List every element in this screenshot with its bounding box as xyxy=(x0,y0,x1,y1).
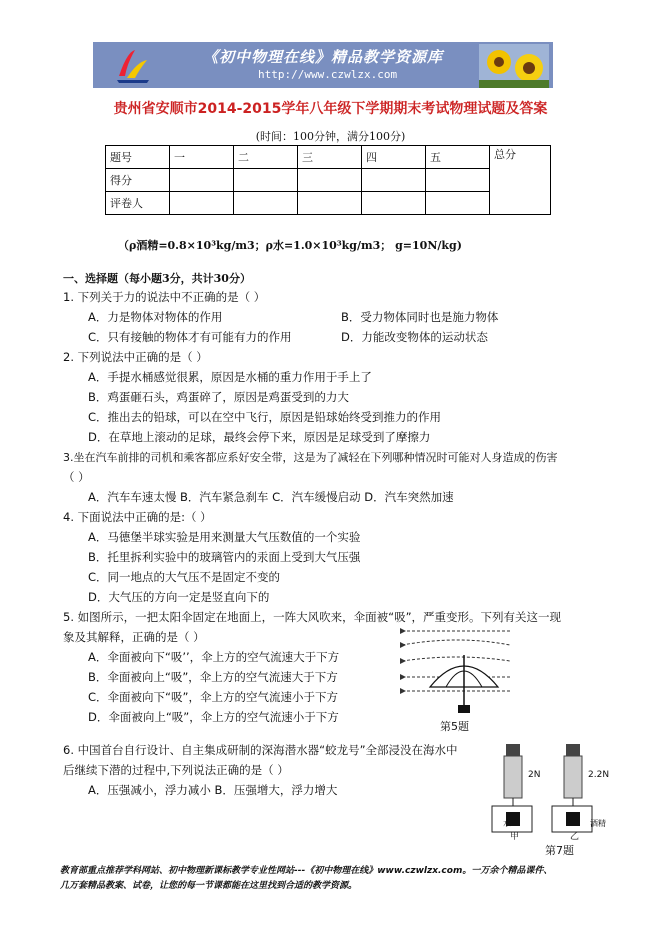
table-cell: 总分 xyxy=(490,146,551,215)
question-stem: 4. 下面说法中正确的是:（ ） xyxy=(63,510,212,524)
table-row xyxy=(106,169,551,192)
option-c: C．伞面被向下“吸”，伞上方的空气流速小于下方 xyxy=(88,690,338,704)
sunflower-icon xyxy=(479,44,549,88)
question-stem-cont: 后继续下潜的过程中,下列说法正确的是（ ） xyxy=(63,763,289,777)
option-d: D．大气压的方向一定是竖直向下的 xyxy=(88,590,270,604)
exam-time-note: (时间：100分钟，满分100分) xyxy=(255,130,406,143)
table-cell: 题号 xyxy=(106,146,170,169)
footer-line: 几万套精品教案、试卷，让您的每一节课都能在这里找到合适的教学资源。 xyxy=(60,881,358,891)
options-row: A．汽车车速太慢 B．汽车紧急刹车 C．汽车缓慢启动 D．汽车突然加速 xyxy=(88,490,454,504)
question-stem: 2. 下列说法中正确的是（ ） xyxy=(63,350,208,364)
question-stem: 5. 如图所示，一把太阳伞固定在地面上，一阵大风吹来，伞面被“吸”，严重变形。下列有关这一现 xyxy=(63,610,562,624)
umbrella-wind-figure xyxy=(398,625,516,717)
question-stem-cont: 象及其解释，正确的是（ ） xyxy=(63,630,205,644)
option-b: B．鸡蛋砸石头，鸡蛋碎了，原因是鸡蛋受到的力大 xyxy=(88,390,349,404)
options-row: A．压强减小，浮力减小 B．压强增大，浮力增大 xyxy=(88,783,338,797)
table-row xyxy=(106,192,551,215)
score-table xyxy=(105,145,551,215)
banner-title: 《初中物理在线》精品教学资源库 xyxy=(203,48,444,66)
section-heading: 一、选择题（每小题3分，共计30分） xyxy=(63,272,251,285)
option-c: C．只有接触的物体才有可能有力的作用 xyxy=(88,330,292,344)
table-cell: 四 xyxy=(362,146,426,169)
answer-paren: （ ） xyxy=(63,470,90,484)
question-stem: 1. 下列关于力的说法中不正确的是（ ） xyxy=(63,290,266,304)
option-a: A．力是物体对物体的作用 xyxy=(88,310,223,324)
option-a: A．伞面被向下“吸’’，伞上方的空气流速大于下方 xyxy=(88,650,340,664)
table-row xyxy=(106,146,551,169)
option-a: A．手提水桶感觉很累，原因是水桶的重力作用于手上了 xyxy=(88,370,372,384)
option-a: A．马德堡半球实验是用来测量大气压数值的一个实验 xyxy=(88,530,361,544)
table-cell: 五 xyxy=(426,146,490,169)
option-c: C．同一地点的大气压不是固定不变的 xyxy=(88,570,281,584)
question-stem: 6. 中国首台自行设计、自主集成研制的深海潜水器“蛟龙号”全部浸没在海水中 xyxy=(63,743,458,757)
option-d: D．伞面被向上“吸”，伞上方的空气流速小于下方 xyxy=(88,710,339,724)
scale-reading: 2.2N xyxy=(588,770,610,780)
option-b: B．受力物体同时也是施力物体 xyxy=(341,310,499,324)
banner-url: http://www.czwlzx.com xyxy=(258,68,398,81)
figure-caption: 第5题 xyxy=(440,720,469,733)
option-b: B．伞面被向上“吸”，伞上方的空气流速大于下方 xyxy=(88,670,338,684)
header-banner xyxy=(93,42,553,88)
option-c: C．推出去的铅球，可以在空中飞行，原因是铅球始终受到推力的作用 xyxy=(88,410,442,424)
footer-line: 教育部重点推荐学科网站、初中物理新课标教学专业性网站---《初中物理在线》www.czwlzx.com。一万余个精品课件、 xyxy=(60,866,553,876)
option-b: B．托里拆利实验中的玻璃管内的汞面上受到大气压强 xyxy=(88,550,361,564)
beaker-label: 水 xyxy=(503,819,511,828)
figure-caption: 第7题 xyxy=(545,844,574,857)
table-cell: 二 xyxy=(234,146,298,169)
table-cell: 三 xyxy=(298,146,362,169)
figure-label: 乙 xyxy=(570,832,580,842)
option-d: D．在草地上滚动的足球，最终会停下来，原因是足球受到了摩擦力 xyxy=(88,430,431,444)
constants-note: （ρ酒精=0.8×10³kg/m3；ρ水=1.0×10³kg/m3； g=10N/kg) xyxy=(118,239,462,252)
site-logo-icon xyxy=(113,46,153,84)
page-title: 贵州省安顺市2014-2015学年八年级下学期期末考试物理试题及答案 xyxy=(113,101,548,117)
footer-note xyxy=(60,864,552,894)
question-stem: 3.坐在汽车前排的司机和乘客都应系好安全带，这是为了减轻在下列哪种情况时可能对人身造成的伤害 xyxy=(63,451,558,464)
scale-reading: 2N xyxy=(528,770,541,780)
option-d: D．力能改变物体的运动状态 xyxy=(341,330,488,344)
table-cell: 评卷人 xyxy=(106,192,170,215)
table-cell: 得分 xyxy=(106,169,170,192)
beaker-label: 酒精 xyxy=(590,819,606,828)
figure-label: 甲 xyxy=(510,832,520,842)
table-cell: 一 xyxy=(170,146,234,169)
